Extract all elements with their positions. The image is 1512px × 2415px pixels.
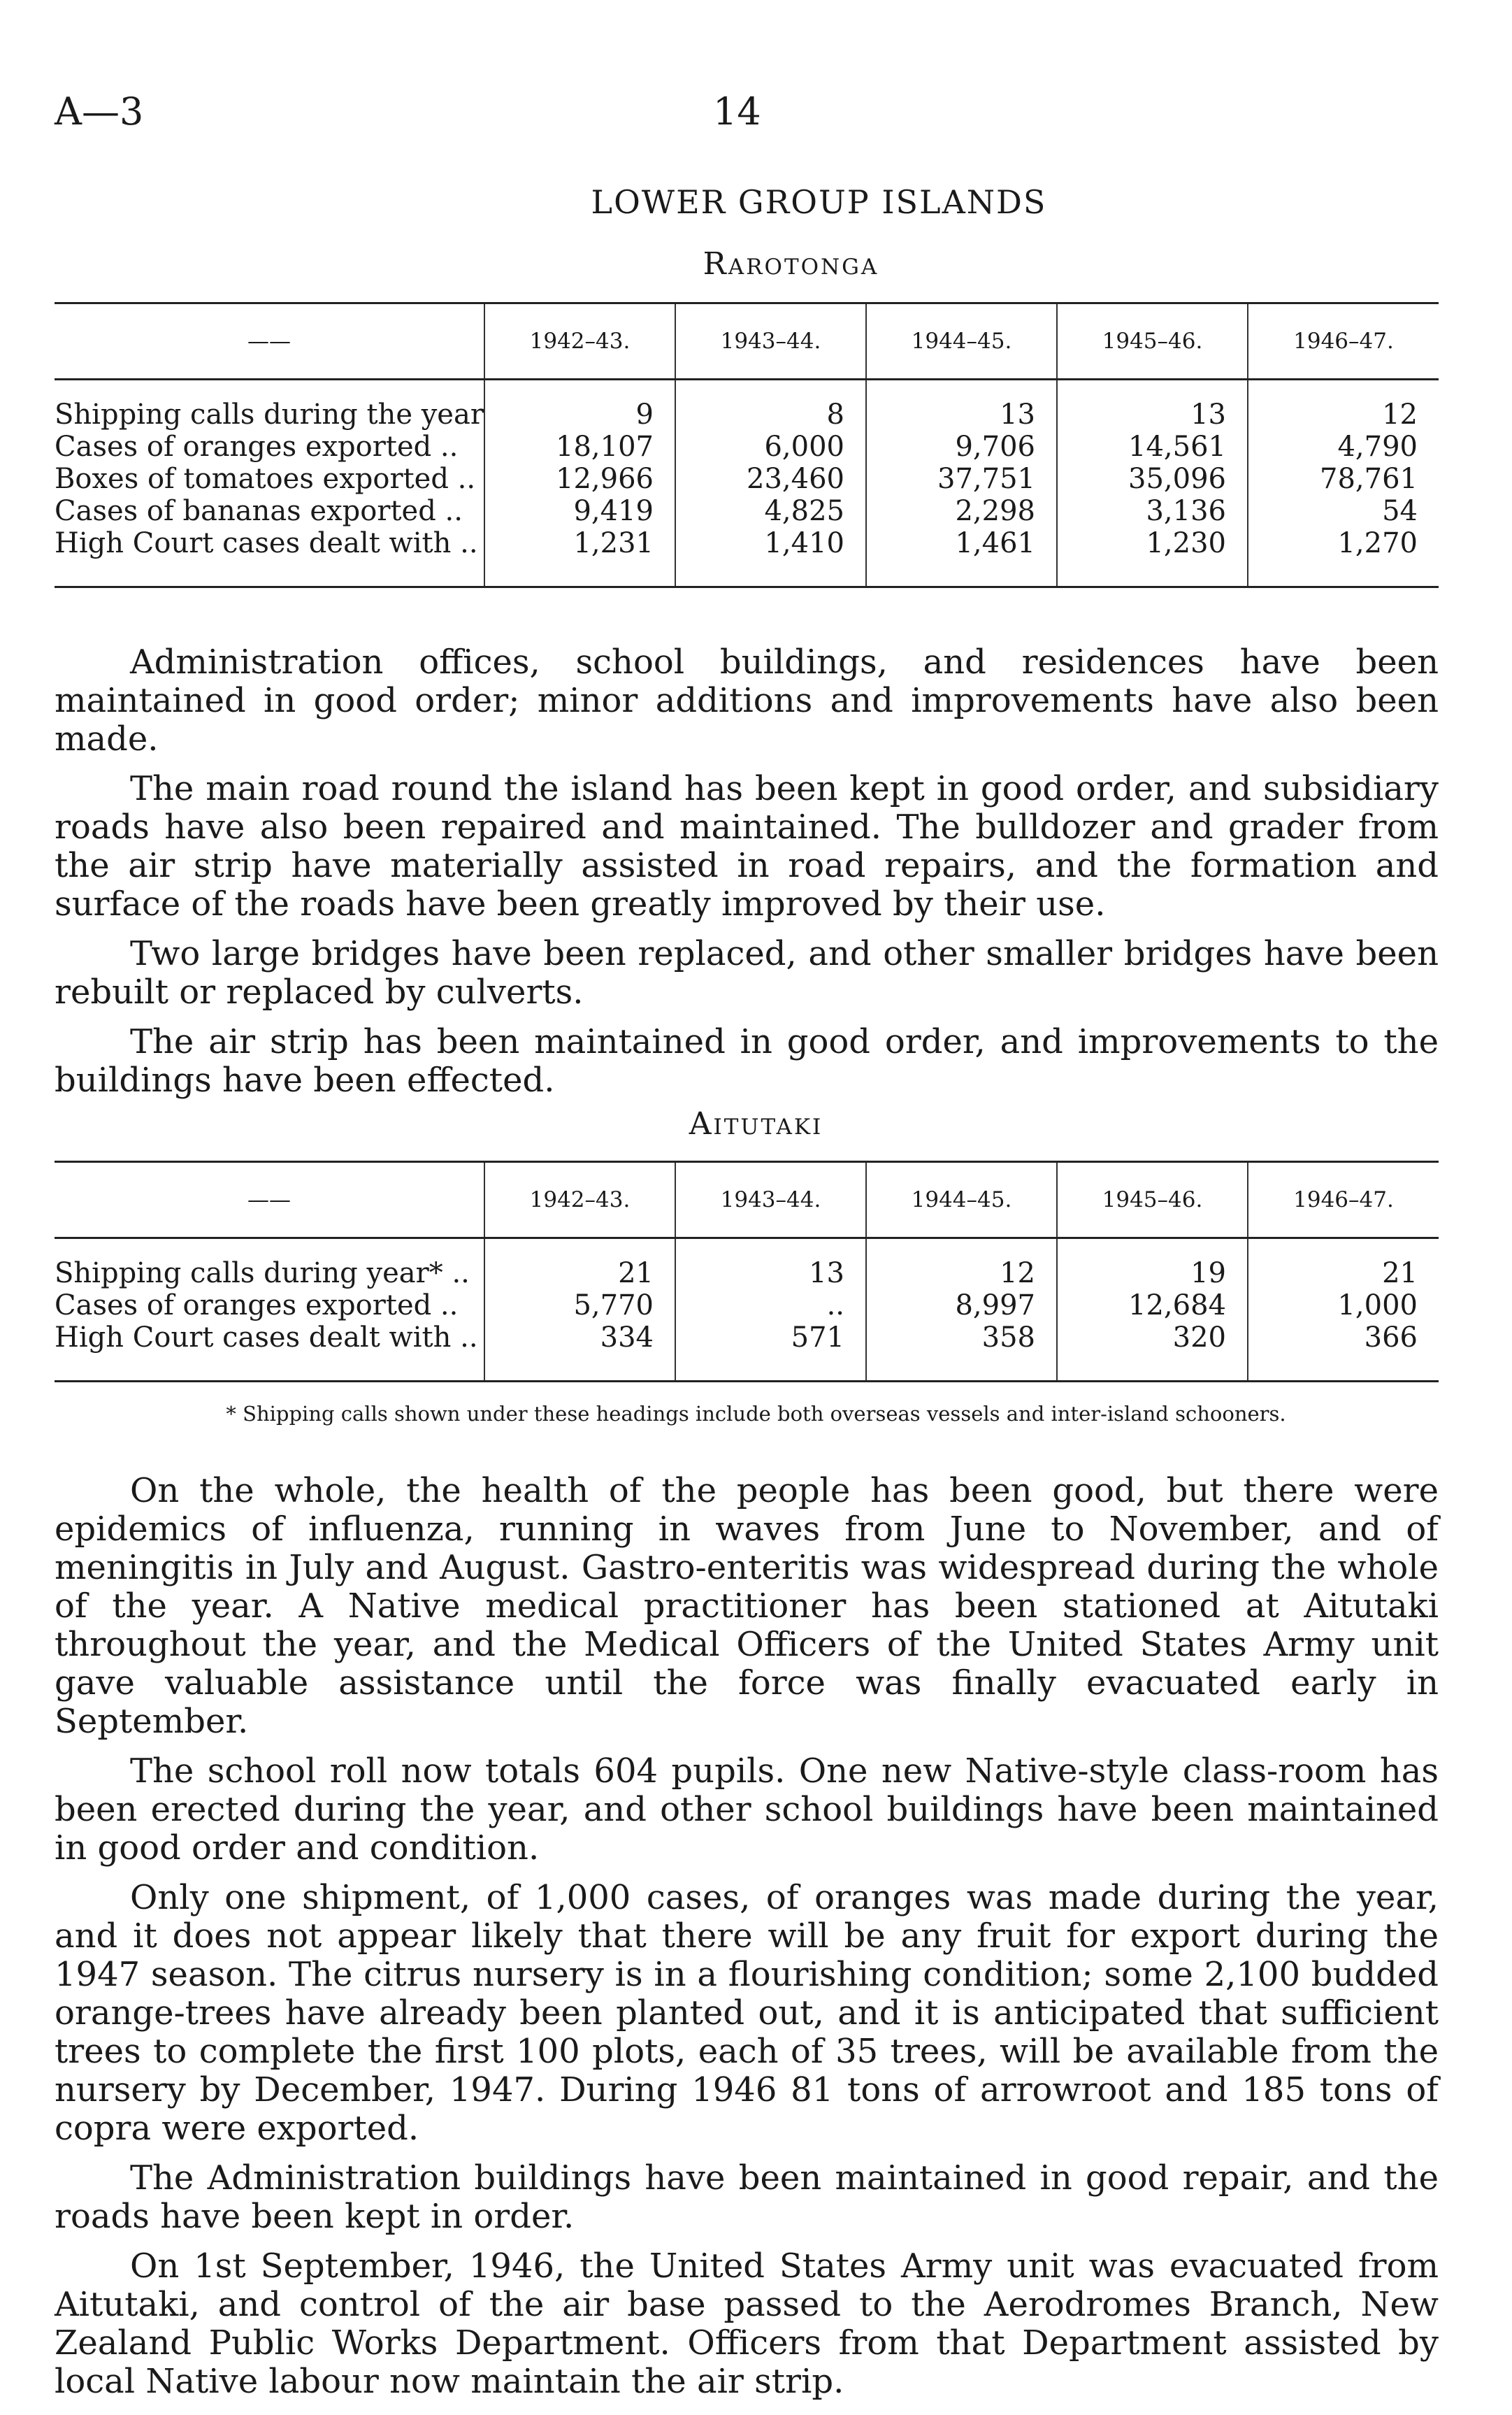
table-cell: 9,419	[484, 495, 675, 527]
table-cell: 1,231	[484, 527, 675, 559]
column-header: 1946–47.	[1248, 1162, 1439, 1238]
table-cell: 13	[675, 1257, 866, 1289]
column-header: 1946–47.	[1248, 303, 1439, 380]
column-header: 1944–45.	[866, 1162, 1057, 1238]
table-cell: 9	[484, 399, 675, 431]
table-cell: 21	[484, 1257, 675, 1289]
column-header: 1944–45.	[866, 303, 1057, 380]
table-cell: 19	[1057, 1257, 1248, 1289]
paragraph: The Administration buildings have been maintained in good repair, and the roads have been kept in order.	[55, 2158, 1439, 2236]
table-cell: 21	[1248, 1257, 1439, 1289]
paragraph: On the whole, the health of the people has been good, but there were epidemics of influenza, running in waves from June to November, and of meningitis in July and August. Gastro-enteritis was widespread during the whole of the year. A Native medical practitioner has been stationed at Aitutaki throughout the year, and the Medical Officers of the United States Army unit gave valuable assistance until the force was finally evacuated early in September.	[55, 1471, 1439, 1741]
table-cell: 571	[675, 1321, 866, 1354]
row-label: High Court cases dealt with ..	[55, 1321, 478, 1354]
row-label: Boxes of tomatoes exported ..	[55, 463, 476, 495]
paragraph: Only one shipment, of 1,000 cases, of oranges was made during the year, and it does not appear likely that there will be any fruit for export during the 1947 season. The citrus nursery is in a flourishing condition; some 2,100 budded orange-trees have already been planted out, and it is anticipated that sufficient trees to complete the first 100 plots, each of 35 trees, will be available from the nursery by December, 1947. During 1946 81 tons of arrowroot and 185 tons of copra were exported.	[55, 1878, 1439, 2148]
aitutaki-title: Aitutaki	[689, 1106, 823, 1142]
table-cell: ..	[675, 1289, 866, 1321]
table-cell: 5,770	[484, 1289, 675, 1321]
column-header: 1945–46.	[1057, 1162, 1248, 1238]
table-row	[55, 463, 1439, 495]
column-header: 1945–46.	[1057, 303, 1248, 380]
table-cell: 1,230	[1057, 527, 1248, 559]
aitutaki-text	[55, 1472, 1439, 2412]
table-cell: 12,966	[484, 463, 675, 495]
row-label: Cases of bananas exported ..	[55, 495, 463, 527]
row-label: Shipping calls during year* ..	[55, 1257, 470, 1289]
row-label: Cases of oranges exported ..	[55, 431, 459, 463]
paragraph: The main road round the island has been kept in good order, and subsidiary roads have also been repaired and maintained. The bulldozer and grader from the air strip have materially assisted in road repairs, and the formation and surface of the roads have been greatly improved by their use.	[55, 769, 1439, 924]
table-cell: 8	[675, 399, 866, 431]
table-cell: 37,751	[866, 463, 1057, 495]
table-cell: 8,997	[866, 1289, 1057, 1321]
rarotonga-table	[55, 302, 1439, 588]
paragraph: The air strip has been maintained in good order, and improvements to the buildings have been effected.	[55, 1022, 1439, 1100]
table-cell: 12,684	[1057, 1289, 1248, 1321]
table-cell: 12	[1248, 399, 1439, 431]
table-header-row	[55, 1162, 1439, 1238]
table-cell: 1,270	[1248, 527, 1439, 559]
table-row	[55, 527, 1439, 559]
table-cell: 1,410	[675, 527, 866, 559]
paragraph: Administration offices, school buildings, and residences have been maintained in good order; minor additions and improvements have also been made.	[55, 643, 1439, 759]
table-cell: 3,136	[1057, 495, 1248, 527]
table-cell: 1,000	[1248, 1289, 1439, 1321]
section-title: LOWER GROUP ISLANDS	[591, 183, 1047, 221]
table-cell: 35,096	[1057, 463, 1248, 495]
table-cell: 358	[866, 1321, 1057, 1354]
row-label: High Court cases dealt with ..	[55, 527, 478, 559]
table-cell: 1,461	[866, 527, 1057, 559]
table-row	[55, 1289, 1439, 1321]
table-cell: 23,460	[675, 463, 866, 495]
footnote: * Shipping calls shown under these headings include both overseas vessels and inter-island schooners.	[226, 1402, 1286, 1426]
paragraph: The school roll now totals 604 pupils. One new Native-style class-room has been erected during the year, and other school buildings have been maintained in good order and condition.	[55, 1751, 1439, 1868]
paragraph: Two large bridges have been replaced, and other smaller bridges have been rebuilt or replaced by culverts.	[55, 934, 1439, 1012]
table-cell: 13	[866, 399, 1057, 431]
table-row	[55, 399, 1439, 431]
table-row	[55, 1257, 1439, 1289]
page-number: 14	[713, 89, 761, 134]
table-cell: 6,000	[675, 431, 866, 463]
column-header: 1943–44.	[675, 1162, 866, 1238]
table-cell: 4,825	[675, 495, 866, 527]
table-cell: 334	[484, 1321, 675, 1354]
page-reference: A—3	[55, 89, 144, 134]
table-cell: 78,761	[1248, 463, 1439, 495]
table-cell: 13	[1057, 399, 1248, 431]
column-header: 1943–44.	[675, 303, 866, 380]
row-label: Shipping calls during the year	[55, 399, 484, 431]
table-cell: 14,561	[1057, 431, 1248, 463]
rarotonga-text	[55, 643, 1439, 1111]
table-row	[55, 1321, 1439, 1354]
table-cell: 2,298	[866, 495, 1057, 527]
table-cell: 18,107	[484, 431, 675, 463]
paragraph: On 1st September, 1946, the United States Army unit was evacuated from Aitutaki, and control of the air base passed to the Aerodromes Branch, New Zealand Public Works Department. Officers from that Department assisted by local Native labour now maintain the air strip.	[55, 2246, 1439, 2401]
table-cell: 9,706	[866, 431, 1057, 463]
table-row	[55, 495, 1439, 527]
aitutaki-table	[55, 1161, 1439, 1382]
table-header-row	[55, 303, 1439, 380]
rarotonga-title: Rarotonga	[703, 246, 879, 282]
row-label: Cases of oranges exported ..	[55, 1289, 459, 1321]
table-cell: 366	[1248, 1321, 1439, 1354]
column-header: 1942–43.	[484, 303, 675, 380]
column-header: 1942–43.	[484, 1162, 675, 1238]
table-cell: 12	[866, 1257, 1057, 1289]
table-corner: ——	[55, 1162, 484, 1238]
table-row	[55, 431, 1439, 463]
table-cell: 4,790	[1248, 431, 1439, 463]
table-corner: ——	[55, 303, 484, 380]
table-cell: 54	[1248, 495, 1439, 527]
table-cell: 320	[1057, 1321, 1248, 1354]
